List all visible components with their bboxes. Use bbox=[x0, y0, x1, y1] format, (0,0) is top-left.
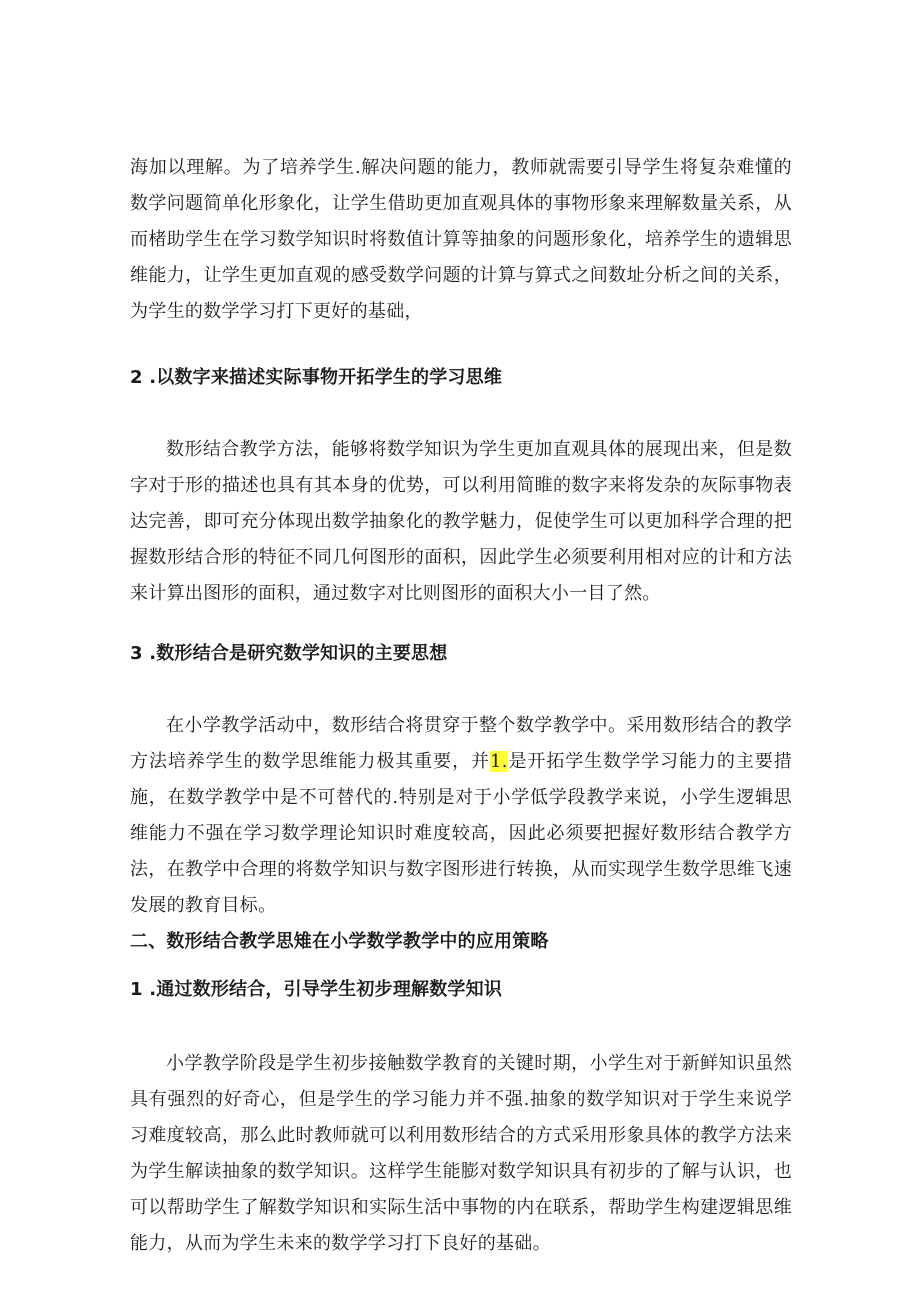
intro-paragraph: 海加以理解。为了培养学生.解决问题的能力，教师就需要引导学生将复杂难懂的数学问题简单化形象化，让学生借助更加直观具体的事物形象来理解数量关系，从而楮助学生在学习数学知识时将数值计算等抽象的问题形象化，培养学生的遗辑思维能力，让学生更加直观的感受数学问题的计算与算式之间数址分析之间的关系，为学生的数学学习打下更好的基础， bbox=[130, 157, 792, 322]
section-3-heading: 3 .数形结合是研究数学知识的主要思想 bbox=[130, 643, 448, 664]
subsection-1-heading: 1 .通过数形结合，引导学生初步理解数学知识 bbox=[130, 979, 503, 1000]
section-2-paragraph: 数形结合教学方法，能够将数学知识为学生更加直观具体的展现出来，但是数字对于形的描述也具有其本身的优势，可以利用简睢的数字来将发杂的灰际事物表达完善，即可充分体现出数学抽象化的教学魅力，促使学生可以更加科学合理的把握数形结合形的特征不同几何图形的面积，因此学生必须要利用相对应的计和方法来计算出图形的面积，通过数字对比则图形的面积大小一目了然。 bbox=[130, 439, 792, 604]
section-2-heading: 2 .以数字来描述实际事物开拓学生的学习思维 bbox=[130, 367, 503, 388]
section-3-text-a: 在小学教学活动中，数形结合将贯穿于整个数学教学中。采用数形结合的教学方法培养学生的数学思维能力极其重要，并 bbox=[130, 715, 792, 772]
highlighted-text: 1. bbox=[490, 751, 508, 772]
section-3-text-b: 是开拓学生数学学习能力的主要措施，在数学教学中是不可替代的.特别是对于小学低学段教学来说，小学生逻辑思维能力不强在学习数学理论知识时难度较高，因此必须要把握好数形结合教学方法，在教学中合理的将数学知识与数字图形进行转换，从而实现学生数学思维飞速发展的教育目标。 bbox=[130, 751, 793, 916]
document-page bbox=[130, 150, 792, 1262]
section-3-paragraph bbox=[130, 708, 792, 924]
chapter-2-heading: 二、数形结合教学思雉在小学数学教学中的应用策略 bbox=[130, 931, 549, 952]
subsection-1-paragraph: 小学教学阶段是学生初步接触数学教育的关键时期，小学生对于新鲜知识虽然具有强烈的好奇心，但是学生的学习能力并不强.抽象的数学知识对于学生来说学习难度较高，那么此时教师就可以利用数形结合的方式采用形象具体的教学方法来为学生解读抽象的数学知识。这样学生能膨对数学知识具有初步的了解与认识，也可以帮助学生了解数学知识和实际生活中事物的内在联系，帮助学生构建逻辑思维能力，从而为学生未来的数学学习打下良好的基础。 bbox=[130, 1053, 792, 1254]
